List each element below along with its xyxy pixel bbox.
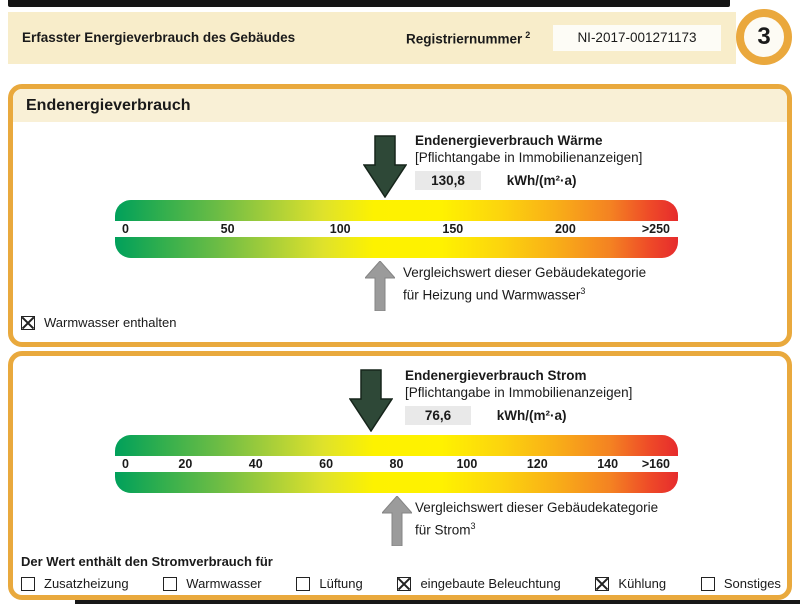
checkbox-lüftung[interactable]	[296, 576, 362, 591]
checkbox-icon[interactable]	[296, 577, 310, 591]
waerme-comparison-line2: für Heizung und Warmwasser	[403, 287, 581, 303]
scale-tick-label: 80	[389, 457, 404, 471]
scale-tick-label: 150	[442, 222, 464, 236]
strom-comparison-caption	[415, 499, 658, 540]
scale-tick-label: 100	[329, 222, 351, 236]
waerme-caption	[415, 133, 642, 190]
scale-tick-label: 40	[248, 457, 263, 471]
checkbox-icon[interactable]	[595, 577, 609, 591]
strom-value: 76,6	[405, 406, 471, 425]
registration-number-field: NI-2017-001271173	[553, 25, 721, 51]
header-bar	[8, 12, 736, 64]
checkbox-label: Sonstiges	[723, 576, 781, 591]
scale-tick-label: 200	[554, 222, 576, 236]
scale-tick-label: 50	[220, 222, 235, 236]
registration-footnote-sup: 2	[525, 30, 531, 40]
strom-caption	[405, 368, 632, 425]
strom-chart-title: Endenergieverbrauch Strom	[405, 368, 587, 383]
scale-tick-label: >250	[641, 222, 670, 236]
strom-chart-subtitle: [Pflichtangabe in Immobilienanzeigen]	[405, 385, 633, 400]
value-arrow-down-icon	[349, 369, 393, 432]
strom-comparison-line2: für Strom	[415, 522, 471, 538]
registration-label	[406, 30, 530, 47]
checkbox-warmwasser[interactable]	[163, 576, 261, 591]
page-number-badge: 3	[736, 9, 792, 65]
checkbox-label: eingebaute Beleuchtung	[420, 576, 561, 591]
comparison-arrow-up-icon	[365, 261, 395, 311]
strom-panel	[8, 351, 792, 600]
strom-value-row	[405, 406, 632, 425]
checkbox-icon[interactable]	[397, 577, 411, 591]
scale-tick-label: 20	[178, 457, 193, 471]
stromverbrauch-checkbox-row	[21, 576, 781, 591]
waerme-comparison-caption	[403, 264, 646, 305]
checkbox-label: Zusatzheizung	[44, 576, 129, 591]
checkbox-kühlung[interactable]	[595, 576, 666, 591]
checkbox-zusatzheizung[interactable]	[21, 576, 129, 591]
strom-unit: kWh/(m²·a)	[496, 408, 567, 423]
waerme-panel	[8, 84, 792, 347]
waerme-chart-title: Endenergieverbrauch Wärme	[415, 133, 603, 148]
scale-tick-label: 60	[319, 457, 334, 471]
checkbox-icon[interactable]	[21, 577, 35, 591]
comparison-arrow-up-icon	[382, 496, 412, 546]
checkbox-sonstiges[interactable]	[701, 576, 781, 591]
scale-tick-label: 0	[122, 457, 129, 471]
waerme-comparison-line1: Vergleichswert dieser Gebäudekategorie	[403, 265, 647, 280]
checkbox-label: Lüftung	[319, 576, 363, 591]
checkbox-icon[interactable]	[701, 577, 715, 591]
value-arrow-down-icon	[363, 135, 407, 198]
scan-artifact-top	[8, 0, 730, 7]
scale-tick-label: 0	[122, 222, 129, 236]
checkbox-label: Warmwasser	[186, 576, 262, 591]
waerme-scale-bar	[115, 200, 678, 258]
registration-label-text: Registriernummer	[406, 31, 523, 47]
scale-tick-label: 100	[456, 457, 478, 471]
checkbox-icon[interactable]	[163, 577, 177, 591]
checkbox-icon[interactable]	[21, 316, 35, 330]
strom-comparison-line1: Vergleichswert dieser Gebäudekategorie	[415, 500, 659, 515]
waerme-scale-tick-band	[115, 221, 678, 237]
checkbox-label: Kühlung	[618, 576, 667, 591]
page-title: Erfasster Energieverbrauch des Gebäudes	[22, 30, 296, 45]
waerme-chart-subtitle: [Pflichtangabe in Immobilienanzeigen]	[415, 150, 643, 165]
waerme-comparison-sup: 3	[580, 286, 586, 296]
scale-tick-label: 120	[526, 457, 548, 471]
checkbox-label: Warmwasser enthalten	[44, 315, 177, 330]
checkbox-warmwasser-enthalten[interactable]	[21, 315, 176, 330]
waerme-value-row	[415, 171, 642, 190]
scan-artifact-bottom	[75, 600, 800, 604]
strom-scale-tick-band	[115, 456, 678, 472]
checkbox-eingebaute-beleuchtung[interactable]	[397, 576, 560, 591]
scale-tick-label: >160	[641, 457, 670, 471]
scale-tick-label: 140	[597, 457, 619, 471]
stromverbrauch-footer-label: Der Wert enthält den Stromverbrauch für	[21, 554, 273, 569]
waerme-value: 130,8	[415, 171, 481, 190]
strom-scale-bar	[115, 435, 678, 493]
waerme-unit: kWh/(m²·a)	[506, 173, 577, 188]
section-title: Endenergieverbrauch	[13, 89, 787, 122]
strom-comparison-sup: 3	[470, 521, 476, 531]
